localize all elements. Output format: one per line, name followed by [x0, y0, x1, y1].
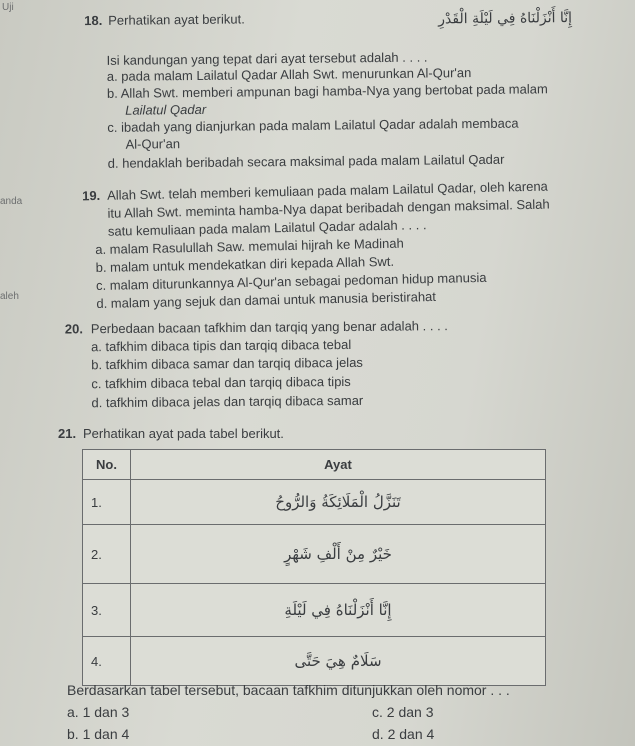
q18-number: 18.: [84, 12, 103, 29]
q19-option-d: d. malam yang sejuk dan damai untuk manusia beristirahat: [96, 288, 437, 312]
q18-option-c-line1: c. ibadah yang dianjurkan pada malam Lailatul Qadar adalah membaca: [107, 115, 519, 135]
row-ayat: خَيْرٌ مِنْ أَلْفِ شَهْرٍ: [131, 525, 546, 584]
q19-number: 19.: [81, 187, 101, 204]
row-number: 4.: [83, 637, 131, 686]
table-row: [83, 525, 546, 584]
q20-option-b: b. tafkhim dibaca samar dan tarqiq dibaca jelas: [91, 354, 363, 373]
q18-option-a: a. pada malam Lailatul Qadar Allah Swt. menurunkan Al-Qur'an: [106, 65, 472, 84]
edge-text-top: Uji: [2, 2, 14, 13]
q20-number: 20.: [64, 321, 84, 337]
q18-option-b-line2: Lailatul Qadar: [125, 101, 207, 118]
q19-stem-line1: Allah Swt. telah memberi kemuliaan pada malam Lailatul Qadar, oleh karena: [106, 178, 548, 203]
q20-option-d: d. tafkhim dibaca jelas dan tarqiq dibaca samar: [91, 392, 364, 411]
q21-option-d: d. 2 dan 4: [372, 726, 435, 742]
q21-number: 21.: [58, 426, 77, 441]
table-row: [83, 584, 546, 637]
row-ayat: إِنَّا أَنْزَلْنَاهُ فِي لَيْلَةِ: [131, 584, 546, 637]
table-header-row: [83, 450, 546, 480]
q18-stem: Perhatikan ayat berikut.: [108, 11, 245, 28]
row-number: 3.: [83, 584, 131, 637]
edge-text-left-1: anda: [0, 196, 23, 207]
q19-option-b: b. malam untuk mendekatkan diri kepada Allah Swt.: [95, 253, 395, 276]
q19-option-c: c. malam diturunkannya Al-Qur'an sebagai pedoman hidup manusia: [95, 269, 487, 294]
q18-option-c-line2: Al-Qur'an: [125, 136, 181, 152]
row-ayat: سَلَامٌ هِيَ حَتَّى: [131, 637, 546, 686]
q21-option-a: a. 1 dan 3: [67, 704, 130, 720]
q19-option-a: a. malam Rasulullah Saw. memulai hijrah ke Madinah: [95, 235, 404, 258]
q21-stem: Perhatikan ayat pada tabel berikut.: [83, 426, 284, 441]
q21-option-c: c. 2 dan 3: [372, 704, 434, 720]
q18-question: Isi kandungan yang tepat dari ayat tersebut adalah . . . .: [106, 49, 428, 68]
row-number: 2.: [83, 525, 131, 584]
header-no: No.: [83, 450, 131, 480]
ayat-table: [82, 449, 546, 686]
q18-option-b-line1: b. Allah Swt. memberi ampunan bagi hamba-Nya yang bertobat pada malam: [106, 81, 548, 101]
q18-option-d: d. hendaklah beribadah secara maksimal pada malam Lailatul Qadar: [107, 151, 505, 171]
q18-arabic-verse: إِنَّا أَنْزَلْنَاهُ فِي لَيْلَةِ الْقَدْرِ: [438, 10, 573, 28]
q21-question: Berdasarkan tabel tersebut, bacaan tafkhim ditunjukkan oleh nomor . . .: [67, 682, 510, 698]
row-number: 1.: [83, 480, 131, 525]
header-ayat: Ayat: [131, 450, 546, 480]
row-ayat: تَنَزَّلُ الْمَلَائِكَةُ وَالرُّوحُ: [131, 480, 546, 525]
q20-option-a: a. tafkhim dibaca tipis dan tarqiq dibaca tebal: [90, 336, 352, 355]
q20-stem: Perbedaan bacaan tafkhim dan tarqiq yang benar adalah . . . .: [90, 318, 448, 337]
table-row: [83, 480, 546, 525]
q20-option-c: c. tafkhim dibaca tebal dan tarqiq dibaca tipis: [91, 373, 351, 392]
table-row: [83, 637, 546, 686]
q19-stem-line2: itu Allah Swt. meminta hamba-Nya dapat beribadah dengan maksimal. Salah: [107, 196, 550, 221]
q21-option-b: b. 1 dan 4: [67, 726, 130, 742]
edge-text-left-2: aleh: [0, 291, 19, 302]
q19-stem-line3: satu kemuliaan pada malam Lailatul Qadar adalah . . . .: [107, 217, 427, 239]
